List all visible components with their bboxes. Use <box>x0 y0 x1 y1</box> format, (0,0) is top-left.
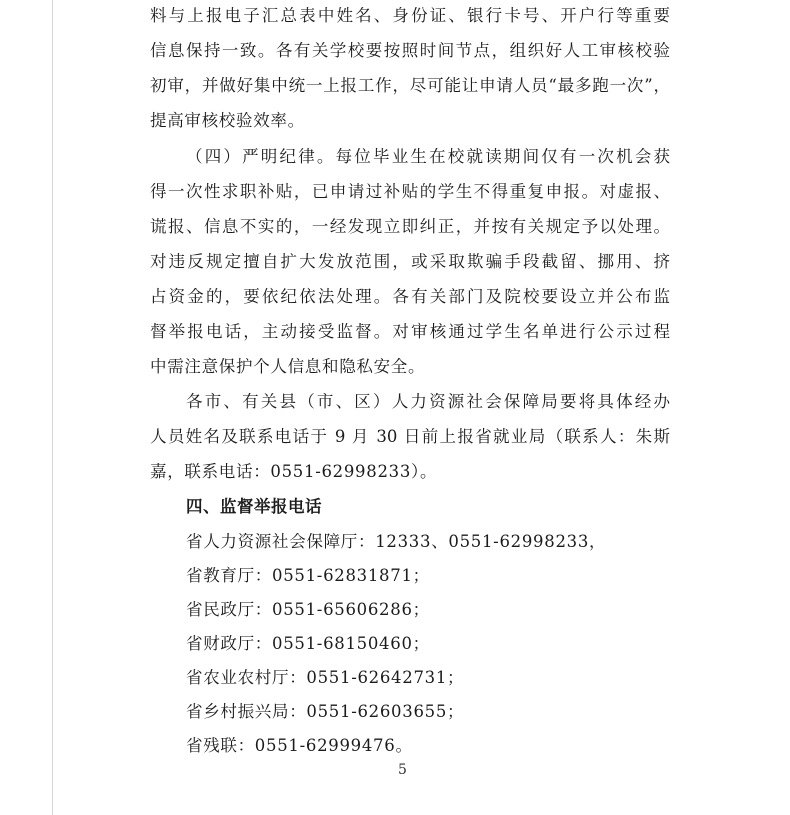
body-line: 得一次性求职补贴，已申请过补贴的学生不得重复申报。对虚报、 <box>150 182 670 201</box>
page-edge <box>52 0 53 815</box>
body-line: 督举报电话，主动接受监督。对审核通过学生名单进行公示过程 <box>150 322 670 341</box>
contact-line: 省财政厅：0551-68150460； <box>186 634 430 653</box>
body-line: 对违反规定擅自扩大发放范围，或采取欺骗手段截留、挪用、挤 <box>150 252 670 271</box>
body-line: （四）严明纪律。每位毕业生在校就读期间仅有一次机会获 <box>186 147 670 166</box>
contact-line: 省农业农村厅：0551-62642731； <box>186 668 465 687</box>
page-number: 5 <box>398 762 407 778</box>
body-line: 提高审核校验效率。 <box>150 111 305 130</box>
body-line: 占资金的，要依纪依法处理。各有关部门及院校要设立并公布监 <box>150 287 670 306</box>
contact-line: 省乡村振兴局：0551-62603655； <box>186 702 465 721</box>
body-line: 料与上报电子汇总表中姓名、身份证、银行卡号、开户行等重要 <box>150 6 670 25</box>
section-heading: 四、监督举报电话 <box>186 497 322 516</box>
body-line: 各市、有关县（市、区）人力资源社会保障局要将具体经办 <box>186 392 670 411</box>
body-line: 谎报、信息不实的，一经发现立即纠正，并按有关规定予以处理。 <box>150 217 670 236</box>
body-line: 嘉，联系电话：0551-62998233）。 <box>150 462 438 481</box>
body-line: 中需注意保护个人信息和隐私安全。 <box>150 357 426 376</box>
contact-line: 省人力资源社会保障厅：12333、0551-62998233， <box>186 532 607 551</box>
body-line: 初审，并做好集中统一上报工作，尽可能让申请人员“最多跑一次”， <box>150 76 670 95</box>
contact-line: 省残联：0551-62999476。 <box>186 736 413 755</box>
contact-line: 省教育厅：0551-62831871； <box>186 566 430 585</box>
contact-line: 省民政厅：0551-65606286； <box>186 600 430 619</box>
body-line: 信息保持一致。各有关学校要按照时间节点，组织好人工审核校验 <box>150 41 670 60</box>
body-line: 人员姓名及联系电话于 9 月 30 日前上报省就业局（联系人：朱斯 <box>150 427 670 446</box>
